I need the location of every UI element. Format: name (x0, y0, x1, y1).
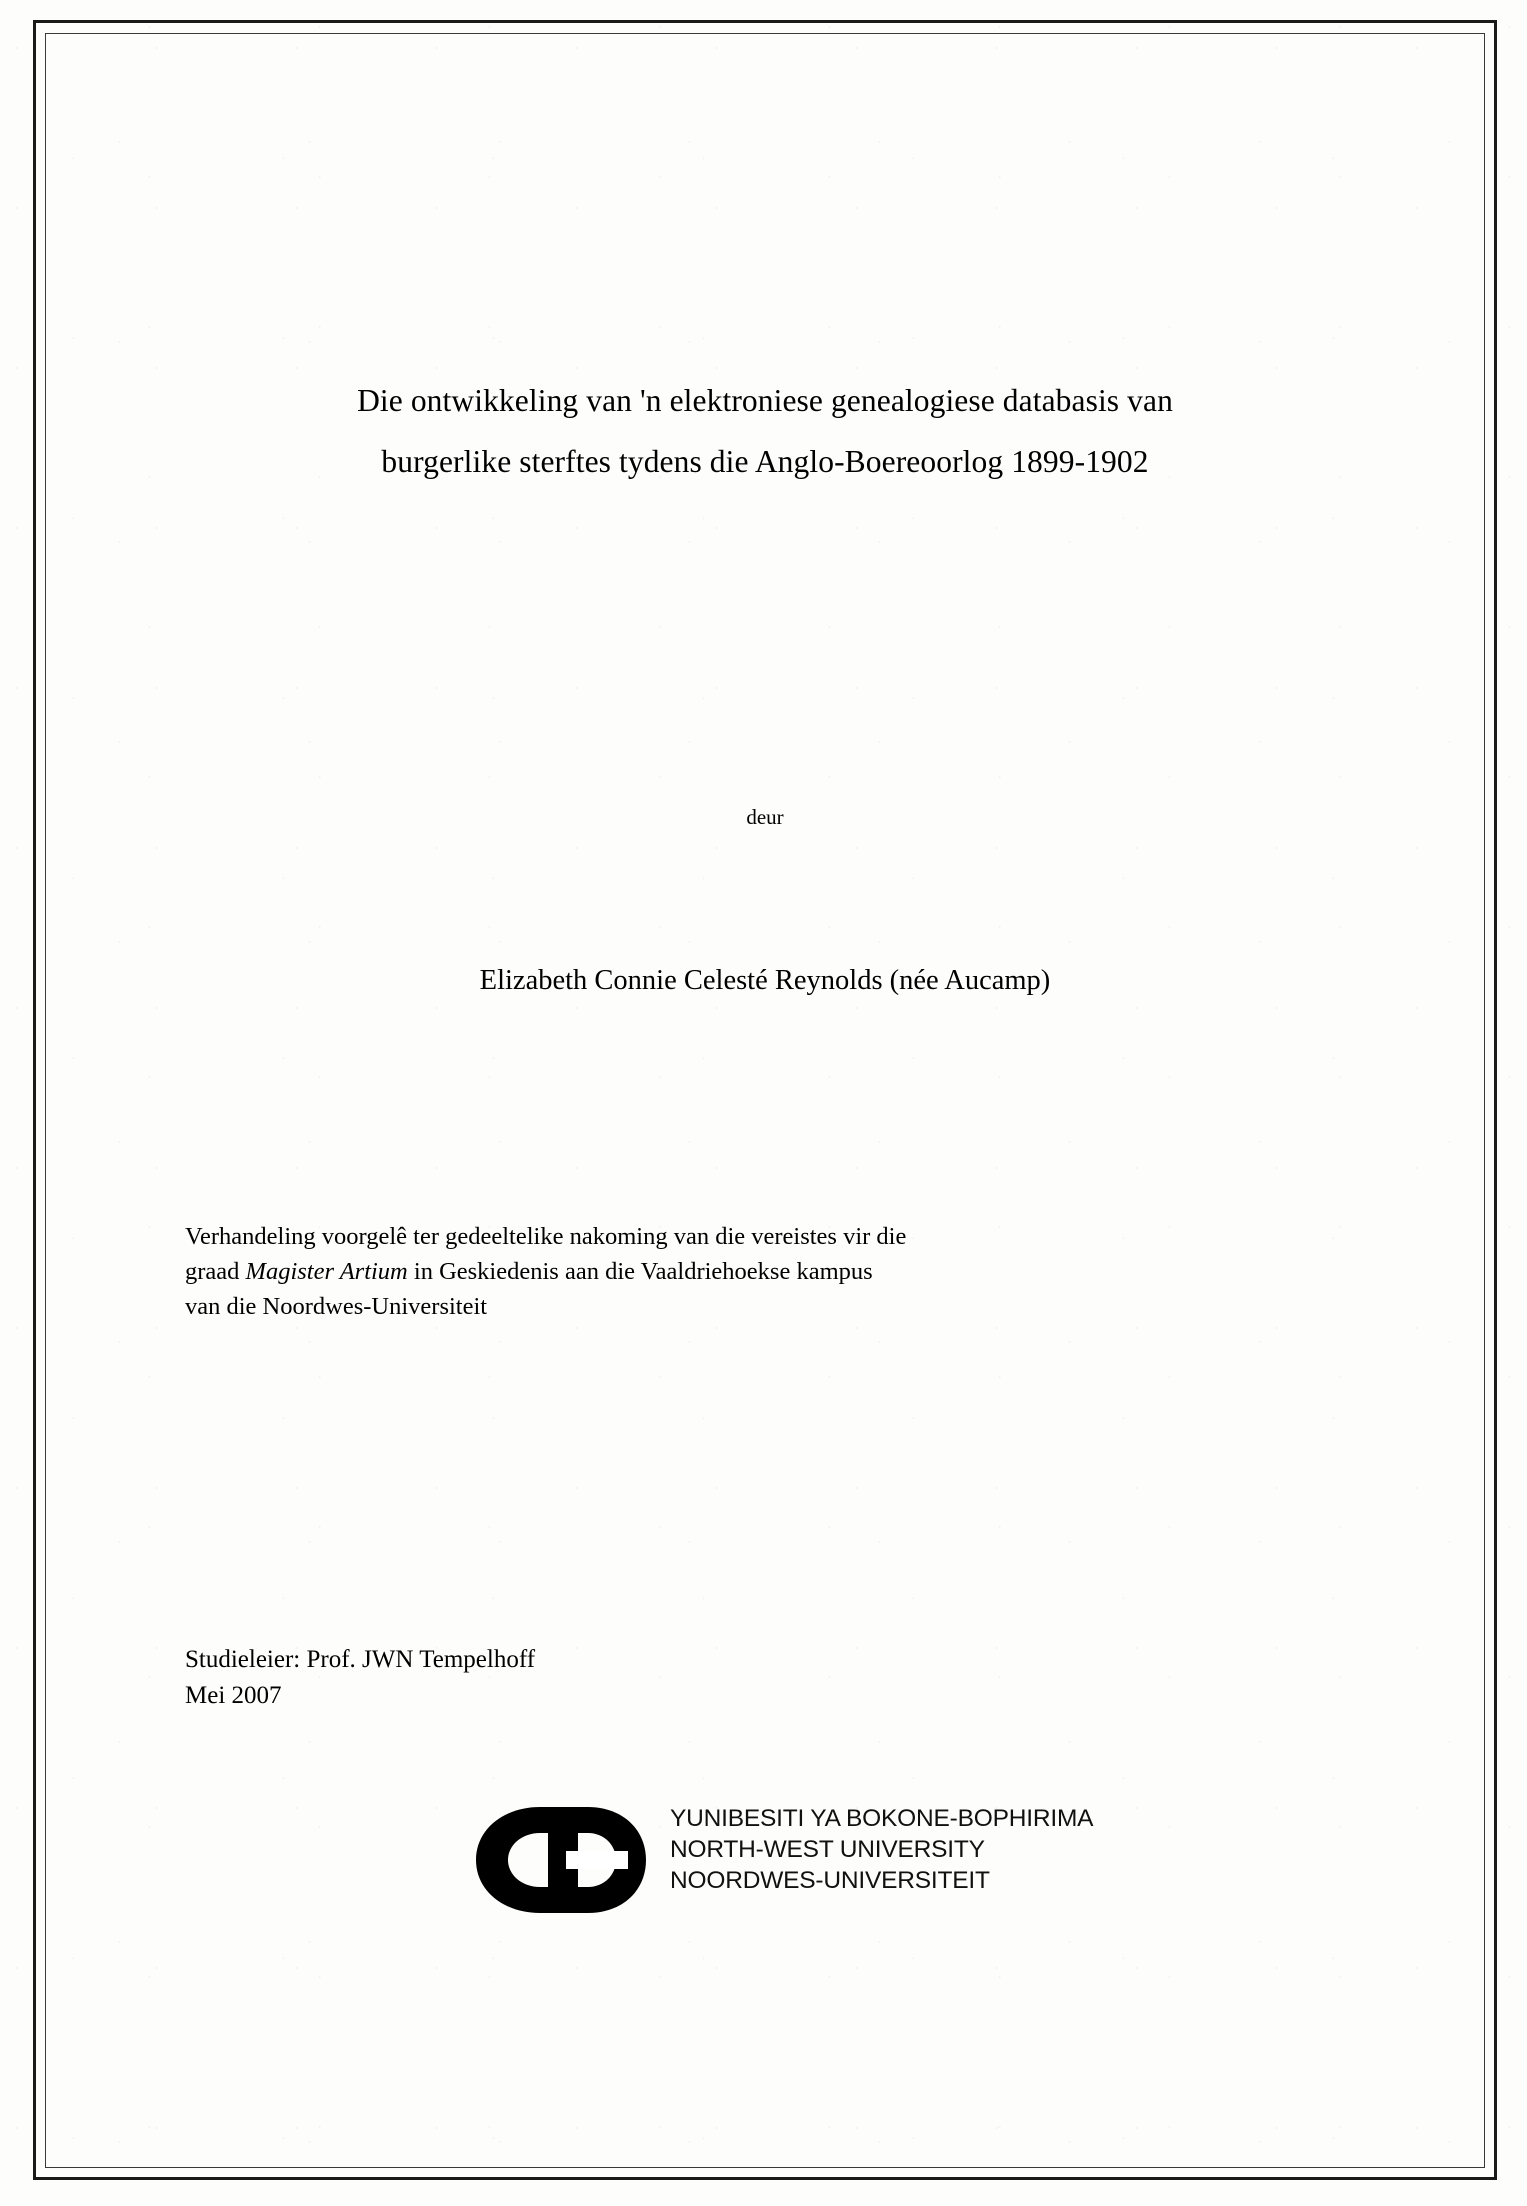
degree-statement (185, 1220, 1340, 1324)
degree-statement-line-2 (185, 1255, 1340, 1290)
title-line-1: Die ontwikkeling van 'n elektroniese genealogiese databasis van (357, 383, 1173, 418)
degree-statement-line-2-post: in Geskiedenis aan die Vaaldriehoekse kampus (407, 1257, 873, 1285)
by-label: deur (746, 805, 784, 829)
degree-statement-line-1: Verhandeling voorgelê ter gedeeltelike nakoming van die vereistes vir die (185, 1223, 907, 1250)
supervisor-block (185, 1642, 535, 1713)
supervisor-name: Studieleier: Prof. JWN Tempelhoff (185, 1646, 536, 1673)
logo-text-line-3: NOORDWES-UNIVERSITEIT (670, 1867, 990, 1895)
university-logo-block (470, 1795, 1110, 1925)
north-west-university-logo-icon (470, 1801, 675, 1919)
degree-statement-line-3: van die Noordwes-Universiteit (185, 1292, 488, 1320)
title-page-content (185, 0, 1345, 2206)
university-logo-text (670, 1803, 1093, 1896)
degree-statement-line-2-pre: graad (185, 1257, 246, 1285)
submission-date: Mei 2007 (185, 1681, 282, 1709)
author-name: Elizabeth Connie Celesté Reynolds (née Aucamp) (479, 965, 1051, 996)
title-line-2: burgerlike sterftes tydens die Anglo-Boereoorlog 1899-1902 (381, 444, 1149, 480)
page-title (185, 370, 1345, 493)
logo-text-line-1: YUNIBESITI YA BOKONE-BOPHIRIMA (670, 1805, 1094, 1832)
degree-name: Magister Artium (245, 1257, 408, 1285)
logo-text-line-2: NORTH-WEST UNIVERSITY (670, 1836, 985, 1864)
